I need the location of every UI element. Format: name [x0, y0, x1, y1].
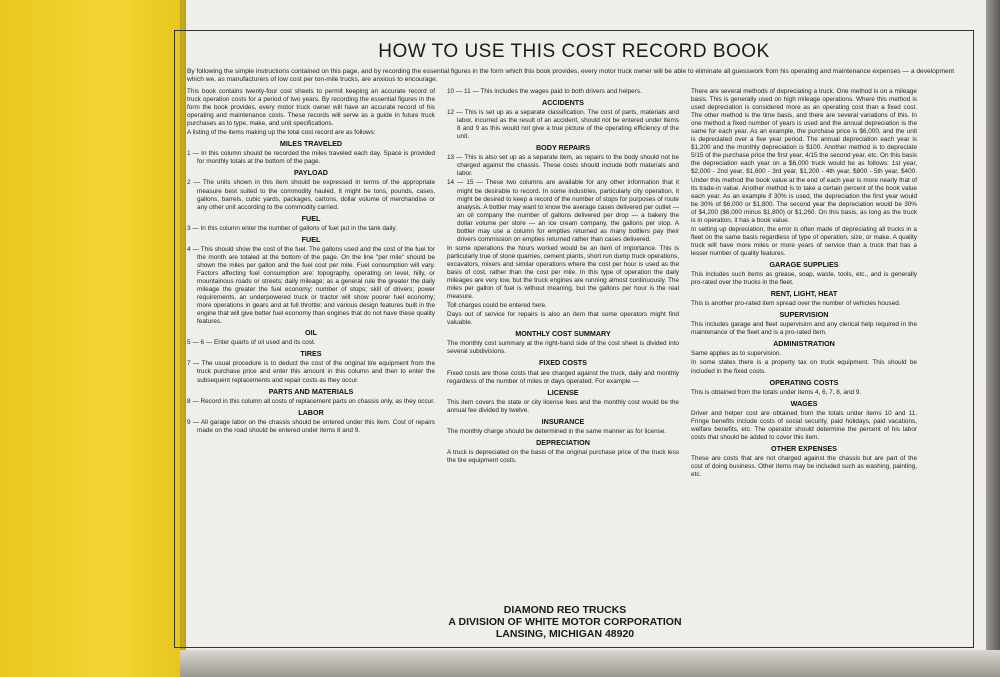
section-heading: WAGES [790, 398, 818, 408]
paragraph: This item covers the state or city license fees and the monthly cost would be the annual fee divided by twelve. [447, 398, 679, 414]
column-middle [447, 88, 679, 466]
paragraph: This is another pro-rated item spread over the number of vehicles housed. [691, 300, 901, 308]
item-text: 8 — Record in this column all costs of replacement parts on chassis only, as they occur. [187, 397, 435, 405]
paragraph: This includes garage and fleet supervision and any clerical help required in the maintenance of the fleet and is a pro-rated item. [691, 321, 917, 337]
item-text: 2 — The units shown in this item should be expressed in terms of the appropriate measure best suited to the commodity hauled. It might be tons, pounds, cases, gallons, barrels, cubic yards, packages, cartons, dollar volume of merchandise or any other unit according to the commodity carried. [187, 179, 435, 211]
paragraph: Same applies as to supervision. [691, 350, 782, 358]
section-heading: BODY REPAIRS [535, 143, 591, 153]
paragraph: Toll charges could be entered here. [447, 302, 547, 310]
paragraph: The monthly cost summary at the right-hand side of the cost sheet is divided into several subdivisions. [447, 340, 679, 356]
paragraph: In some states there is a property tax on truck equipment. This should be included in the fixed costs. [691, 359, 917, 375]
paragraph: These are costs that are not charged against the chassis but are part of the cost of doing business. Other items may be included such as washing, painting, etc. [691, 454, 917, 479]
section-heading: PARTS AND MATERIALS [268, 386, 354, 396]
page-edge-shadow [986, 0, 1000, 677]
section-heading: DEPRECIATION [536, 437, 590, 447]
item-text: 1 — In this column should be recorded the miles traveled each day. Space is provided for monthly totals at the bottom of the page. [187, 150, 435, 166]
paragraph: A truck is depreciated on the basis of the original purchase price of the truck less the tire equipment costs. [447, 448, 679, 464]
paragraph: This includes such items as grease, soap, waste, tools, etc., and is generally pro-rated over the trucks in the fleet. [691, 271, 917, 287]
item-text: 3 — In this column enter the number of gallons of fuel put in the tank daily. [187, 224, 397, 232]
paragraph: In setting up depreciation, the error is often made of depreciating all trucks in a fleet on the same basis regardless of type of operation, size, or make. A quality truck will have more miles or more years of service than a truck that has a lesser number of quality features. [691, 225, 917, 257]
section-heading: ACCIDENTS [542, 98, 584, 108]
item-text: 14 — 15 — These two columns are available for any other information that it might be desirable to record. In some industries, particularly city operation, it might be desired to keep a record of the number of stops for purposes of route analysis. A bottler may want to know the average cases delivered per outlet — an oil company the number of gallons delivered per drop — a bakery the dollar volume per store — an ice cream company, the gallons per stop. A bottler may use a column for empties returned as many bottlers pay their drivers commission on empties returned rather than cases delivered. [447, 179, 679, 243]
column-left [187, 88, 435, 436]
paragraph: A listing of the items making up the total cost record are as follows: [187, 129, 376, 137]
section-heading: LABOR [298, 407, 324, 417]
section-heading: FIXED COSTS [539, 358, 587, 368]
footer-division: A DIVISION OF WHITE MOTOR CORPORATION [448, 616, 682, 628]
item-text: 10 — 11 — This includes the wages paid to both drivers and helpers. [447, 88, 642, 95]
paragraph: This is obtained from the totals under items 4, 6, 7, 8, and 9. [691, 388, 862, 396]
paragraph: There are several methods of depreciating a truck. One method is on a mileage basis. This is generally used on high mileage operations. Where this method is used depreciation is considered more as an operating cost than a fixed cost. The other method is the time basis, and there are several variations of this. In one method a fixed number of years is used and the annual depreciation is the same for each year. As an example, the purchase price is $6,000, and the unit is depreciated over a five year period. The annual depreciation each year is $1,200 and the monthly depreciation is $100. Another method is to depreciate 5/15 of the purchase price the first year, 4/15 the second year, etc. On this basis the depreciation each year on a $6,000 truck would be as follows: 1st year, $2,000 - 2nd year, $1,600 - 3rd year, $1,200 - 4th year, $800 - 5th year, $400. Under this method the book value at the end of each year is more nearly that of its trade-in value. Another method is to take a certain percent of the book value each year. As an example if 30% is used, the depreciation the first year would be 30% of $6,000 or $1,800. The second year the depreciation would be 30% of $4,200 ($6,000 minus $1,800) or $1,260. On this basis, as long as the truck is in operation, it has a book value. [691, 88, 917, 224]
section-heading: FUEL [301, 234, 321, 244]
item-text: 12 — This is set up as a separate classification. The cost of parts, materials and labor, incurred as the result of an accident, should not be entered under items 8 and 9 as this would not give a true picture of the operating efficiency of the unit. [447, 109, 679, 141]
paragraph: Days out of service for repairs is also an item that some operators might find valuable. [447, 311, 679, 327]
section-heading: RENT, LIGHT, HEAT [770, 289, 838, 299]
section-heading: MONTHLY COST SUMMARY [515, 329, 611, 339]
section-heading: TIRES [300, 349, 322, 359]
section-heading: OTHER EXPENSES [771, 443, 837, 453]
section-heading: OPERATING COSTS [769, 377, 839, 387]
item-text: 5 — 6 — Enter quarts of oil used and its cost. [187, 339, 316, 347]
section-heading: ADMINISTRATION [773, 339, 835, 349]
paragraph: In some operations the hours worked would be an item of importance. This is particularly true of stone quarries, cement plants, short run dump truck operations, excavators, mixers and similar operations where the cost per hour is used as the basis of cost, rather than the cost per mile. In this type of operation the daily mileages are very low, but the truck engines are running almost continuously. The miles per gallon of fuel is without meaning, but the gallons per hour is the real measure. [447, 244, 679, 301]
section-heading: LICENSE [547, 387, 579, 397]
section-heading: MILES TRAVELED [279, 139, 343, 149]
section-heading: GARAGE SUPPLIES [769, 259, 839, 269]
section-heading: OIL [305, 328, 317, 338]
page-title: HOW TO USE THIS COST RECORD BOOK [378, 41, 770, 62]
item-text: 9 — All garage labor on the chassis should be entered under this item. Cost of repairs made on the road should be entered under items 8 and 9. [187, 418, 435, 434]
paragraph: This book contains twenty-four cost sheets to permit keeping an accurate record of truck operation costs for a period of two years. By recording the essential figures in the form the book provides, every motor truck owner will have an accurate record of his operating and maintenance costs. These records will serve as a guide in future truck purchases as to type, make, and unit specifications. [187, 88, 435, 128]
company-footer [415, 604, 715, 640]
paragraph: Driver and helper cost are obtained from the totals under items 10 and 11. Fringe benefits include costs of social security, paid holidays, paid vacations, welfare benefits, etc. The operator should determine the percent of his labor costs that should be added to cover this item. [691, 409, 917, 441]
intro-paragraph: By following the simple instructions contained on this page, and by recording the essential figures in the form which this book provides, every motor truck owner will be able to eliminate all guesswork from his operating and maintenance expenses — a development which we, as manufacturers of low cost per ton-mile trucks, are anxious to encourage. [187, 68, 955, 84]
section-heading: PAYLOAD [294, 168, 328, 178]
paragraph: Fixed costs are those costs that are charged against the truck, daily and monthly regardless of the number of miles or days operated. For example — [447, 369, 679, 385]
footer-address: LANSING, MICHIGAN 48920 [495, 628, 635, 640]
item-text: 4 — This should show the cost of the fuel. The gallons used and the cost of the fuel for the month are totaled at the bottom of the page. On the line "per mile" should be shown the miles per gallon and the fuel cost per mile. Fuel consumption will vary. Factors affecting fuel consumption are: topography, operating on level, hilly, or mountainous roads or streets; daily mileage; as a general rule the greater the daily mileage the greater the fuel economy; number of stops; skill of drivers; power requirements, an underpowered truck or tractor will show poorer fuel economy; more operations in gears and at full throttle; and various design features built in the engine that will give better fuel economy than engines that do not have these quality features. [187, 245, 435, 326]
paragraph: The monthly charge should be determined in the same manner as for license. [447, 427, 667, 435]
section-heading: INSURANCE [541, 416, 585, 426]
column-right [691, 88, 917, 480]
page-bottom-edge [180, 650, 1000, 677]
item-text: 7 — The usual procedure is to deduct the cost of the original tire equipment from the truck purchase price and enter this amount in this column and then to enter the subsequent replacements and repair costs as they occur. [187, 360, 435, 384]
section-heading: SUPERVISION [779, 310, 829, 320]
instructions-frame [174, 30, 974, 648]
yellow-cover [0, 0, 190, 677]
footer-company-name: DIAMOND REO TRUCKS [503, 604, 627, 616]
item-text: 13 — This is also set up as a separate item, as repairs to the body should not be charged against the chassis. These costs should include both materials and labor. [447, 154, 679, 178]
section-heading: FUEL [301, 213, 321, 223]
